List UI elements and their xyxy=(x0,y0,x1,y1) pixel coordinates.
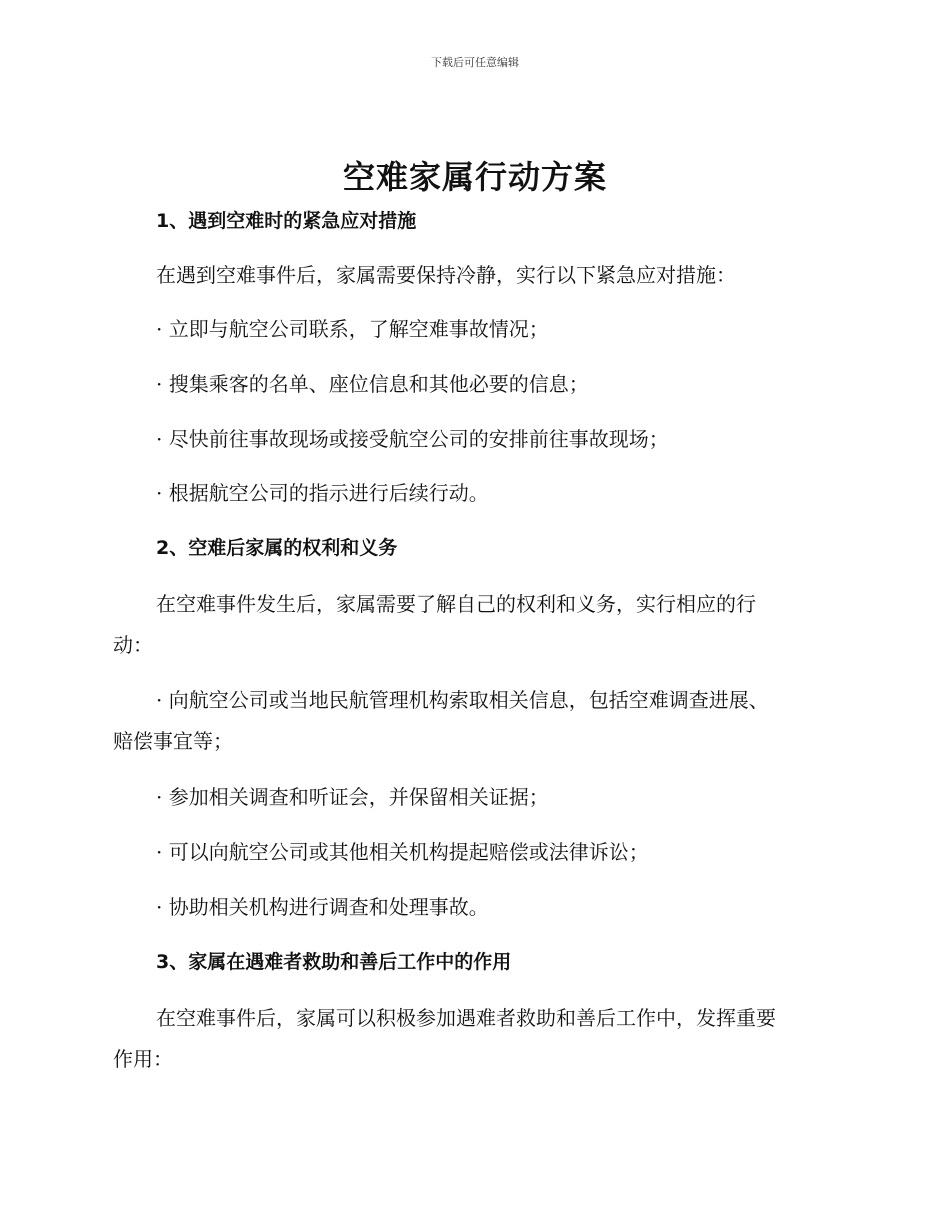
section-2-intro-line-2: 动： xyxy=(113,633,153,657)
section-1-bullet-2: · 搜集乘客的名单、座位信息和其他必要的信息； xyxy=(156,372,589,396)
section-2-bullet-4: · 协助相关机构进行调查和处理事故。 xyxy=(156,895,489,919)
section-1-intro: 在遇到空难事件后，家属需要保持冷静，实行以下紧急应对措施： xyxy=(156,263,736,287)
section-2-intro-line-1: 在空难事件发生后，家属需要了解自己的权利和义务，实行相应的行 xyxy=(156,592,756,616)
section-3-heading: 3、家属在遇难者救助和善后工作中的作用 xyxy=(156,951,512,973)
section-1-bullet-1: · 立即与航空公司联系，了解空难事故情况； xyxy=(156,317,549,341)
section-2-bullet-1-line-1: · 向航空公司或当地民航管理机构索取相关信息，包括空难调查进展、 xyxy=(156,688,769,712)
section-1-heading: 1、遇到空难时的紧急应对措施 xyxy=(156,210,417,232)
section-2-bullet-3: · 可以向航空公司或其他相关机构提起赔偿或法律诉讼； xyxy=(156,840,649,864)
section-1-bullet-4: · 根据航空公司的指示进行后续行动。 xyxy=(156,481,489,505)
section-2-bullet-2: · 参加相关调查和听证会，并保留相关证据； xyxy=(156,785,549,809)
section-2-bullet-1-line-2: 赔偿事宜等； xyxy=(113,729,233,753)
section-2-heading: 2、空难后家属的权利和义务 xyxy=(156,537,398,559)
section-1-bullet-3: · 尽快前往事故现场或接受航空公司的安排前往事故现场； xyxy=(156,427,669,451)
section-3-intro-line-2: 作用： xyxy=(113,1047,173,1071)
header-note: 下载后可任意编辑 xyxy=(431,56,519,69)
section-3-intro-line-1: 在空难事件后，家属可以积极参加遇难者救助和善后工作中，发挥重要 xyxy=(156,1006,776,1030)
document-title: 空难家属行动方案 xyxy=(342,158,607,196)
